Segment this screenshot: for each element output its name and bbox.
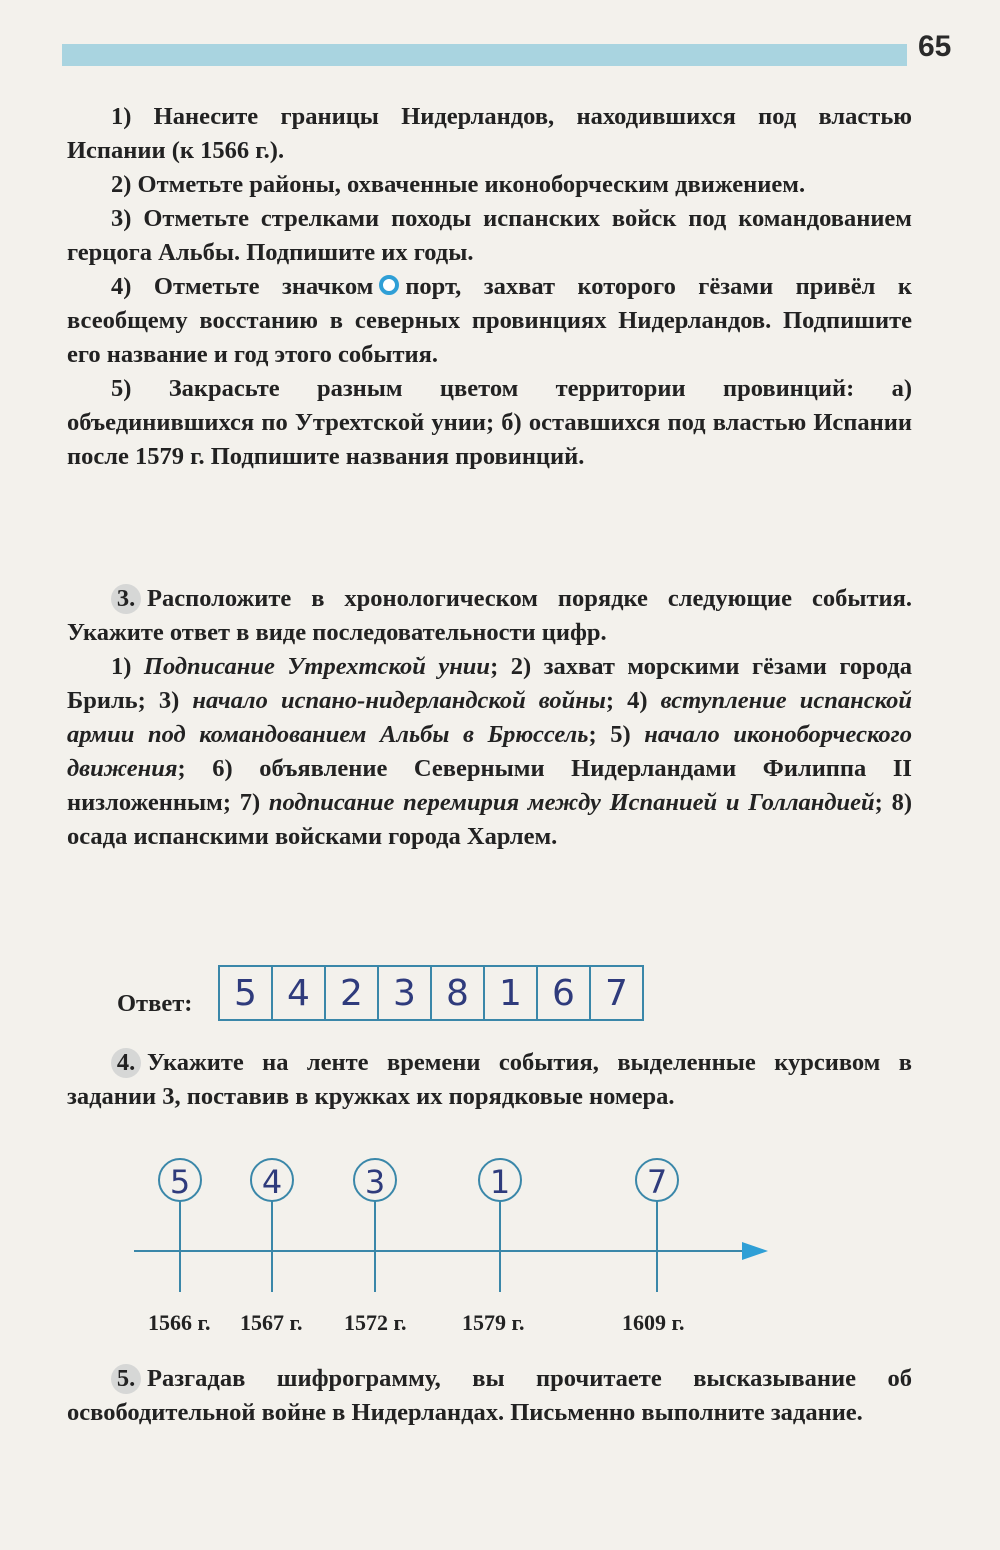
event-number: 8): [891, 789, 912, 816]
event-separator: .: [551, 823, 558, 850]
answer-cell[interactable]: 2: [326, 967, 379, 1019]
answer-cell[interactable]: 8: [432, 967, 485, 1019]
answer-cell[interactable]: 1: [485, 967, 538, 1019]
event-separator: ;: [588, 721, 611, 748]
event-separator: ;: [177, 755, 213, 782]
event-text: начало иконоборческого движения: [67, 721, 912, 782]
event-text: вступление испанской армии под командованием Альбы в Брюссель: [67, 687, 912, 748]
event-separator: ;: [605, 687, 628, 714]
timeline-circle-number: 5: [169, 1163, 191, 1201]
task4-number: 4.: [111, 1048, 141, 1078]
timeline-circle-number: 3: [364, 1163, 386, 1201]
event-number: 4): [627, 687, 661, 714]
event-text: подписание перемирия между Испанией и Голландией: [268, 789, 875, 816]
task2-item-1: 1) Нанесите границы Нидерландов, находившихся под властью Испании (к 1566 г.).: [67, 103, 912, 164]
timeline-circle-number: 7: [646, 1163, 668, 1201]
event-number: 3): [158, 687, 193, 714]
answer-cell[interactable]: 6: [538, 967, 591, 1019]
task2-item-5: 5) Закрасьте разным цветом территории провинций: а) объединившихся по Утрехтской унии; б) оставшихся под властью Испании после 1579 г. Подпишите названия провинций.: [67, 375, 912, 470]
event-text: Подписание Утрехтской унии: [143, 653, 491, 680]
task5-block: [67, 1362, 912, 1430]
answer-cell[interactable]: 4: [273, 967, 326, 1019]
task2-item-4-before: 4) Отметьте значком: [111, 273, 374, 300]
timeline-circle-number: 4: [261, 1163, 283, 1201]
event-number: 5): [610, 721, 645, 748]
event-text: начало испано-нидерландской войны: [192, 687, 606, 714]
event-text: захват морскими гёзами города Бриль: [67, 653, 912, 714]
timeline-year-label: 1567 г.: [240, 1310, 303, 1335]
event-number: 2): [510, 653, 544, 680]
timeline-year-label: 1609 г.: [622, 1310, 685, 1335]
answer-cell[interactable]: 5: [220, 967, 273, 1019]
event-text: осада испанскими войсками города Харлем: [67, 823, 552, 850]
task5-number: 5.: [111, 1364, 141, 1394]
answer-cell[interactable]: 7: [605, 972, 628, 1014]
task3-prompt: Расположите в хронологическом порядке следующие события. Укажите ответ в виде последовательности цифр.: [67, 585, 912, 646]
timeline-year-label: 1566 г.: [148, 1310, 211, 1335]
event-number: 1): [111, 653, 144, 680]
answer-cell[interactable]: 3: [379, 967, 432, 1019]
task5-heading: [67, 1362, 912, 1430]
event-separator: ;: [137, 687, 159, 714]
timeline-circle-number: 1: [489, 1163, 511, 1201]
task5-prompt: Разгадав шифрограмму, вы прочитаете высказывание об освободительной войне в Нидерландах. Письменно выполните задание.: [67, 1365, 912, 1426]
timeline-year-label: 1572 г.: [344, 1310, 407, 1335]
task3-number: 3.: [111, 584, 141, 614]
event-number: 6): [212, 755, 260, 782]
event-number: 7): [239, 789, 269, 816]
task2-item-3: 3) Отметьте стрелками походы испанских войск под командованием герцога Альбы. Подпишите их годы.: [67, 205, 912, 266]
event-separator: ;: [874, 789, 892, 816]
task4-prompt: Укажите на ленте времени события, выделенные курсивом в задании 3, поставив в кружках их порядковые номера.: [67, 1049, 912, 1110]
timeline-arrow-icon: [742, 1242, 768, 1260]
task2-item-2: 2) Отметьте районы, охваченные иконоборческим движением.: [111, 171, 806, 198]
task2-item-4-after: порт, захват которого гёзами привёл к всеобщему восстанию в северных провинциях Нидерландов. Подпишите его название и год этого события.: [67, 273, 912, 368]
event-separator: ;: [222, 789, 240, 816]
page-number: 65: [918, 30, 952, 63]
answer-label: Ответ:: [117, 990, 193, 1017]
timeline-year-label: 1579 г.: [462, 1310, 525, 1335]
event-separator: ;: [490, 653, 511, 680]
event-text: объявление Северными Нидерландами Филиппа II низложенным: [67, 755, 912, 816]
